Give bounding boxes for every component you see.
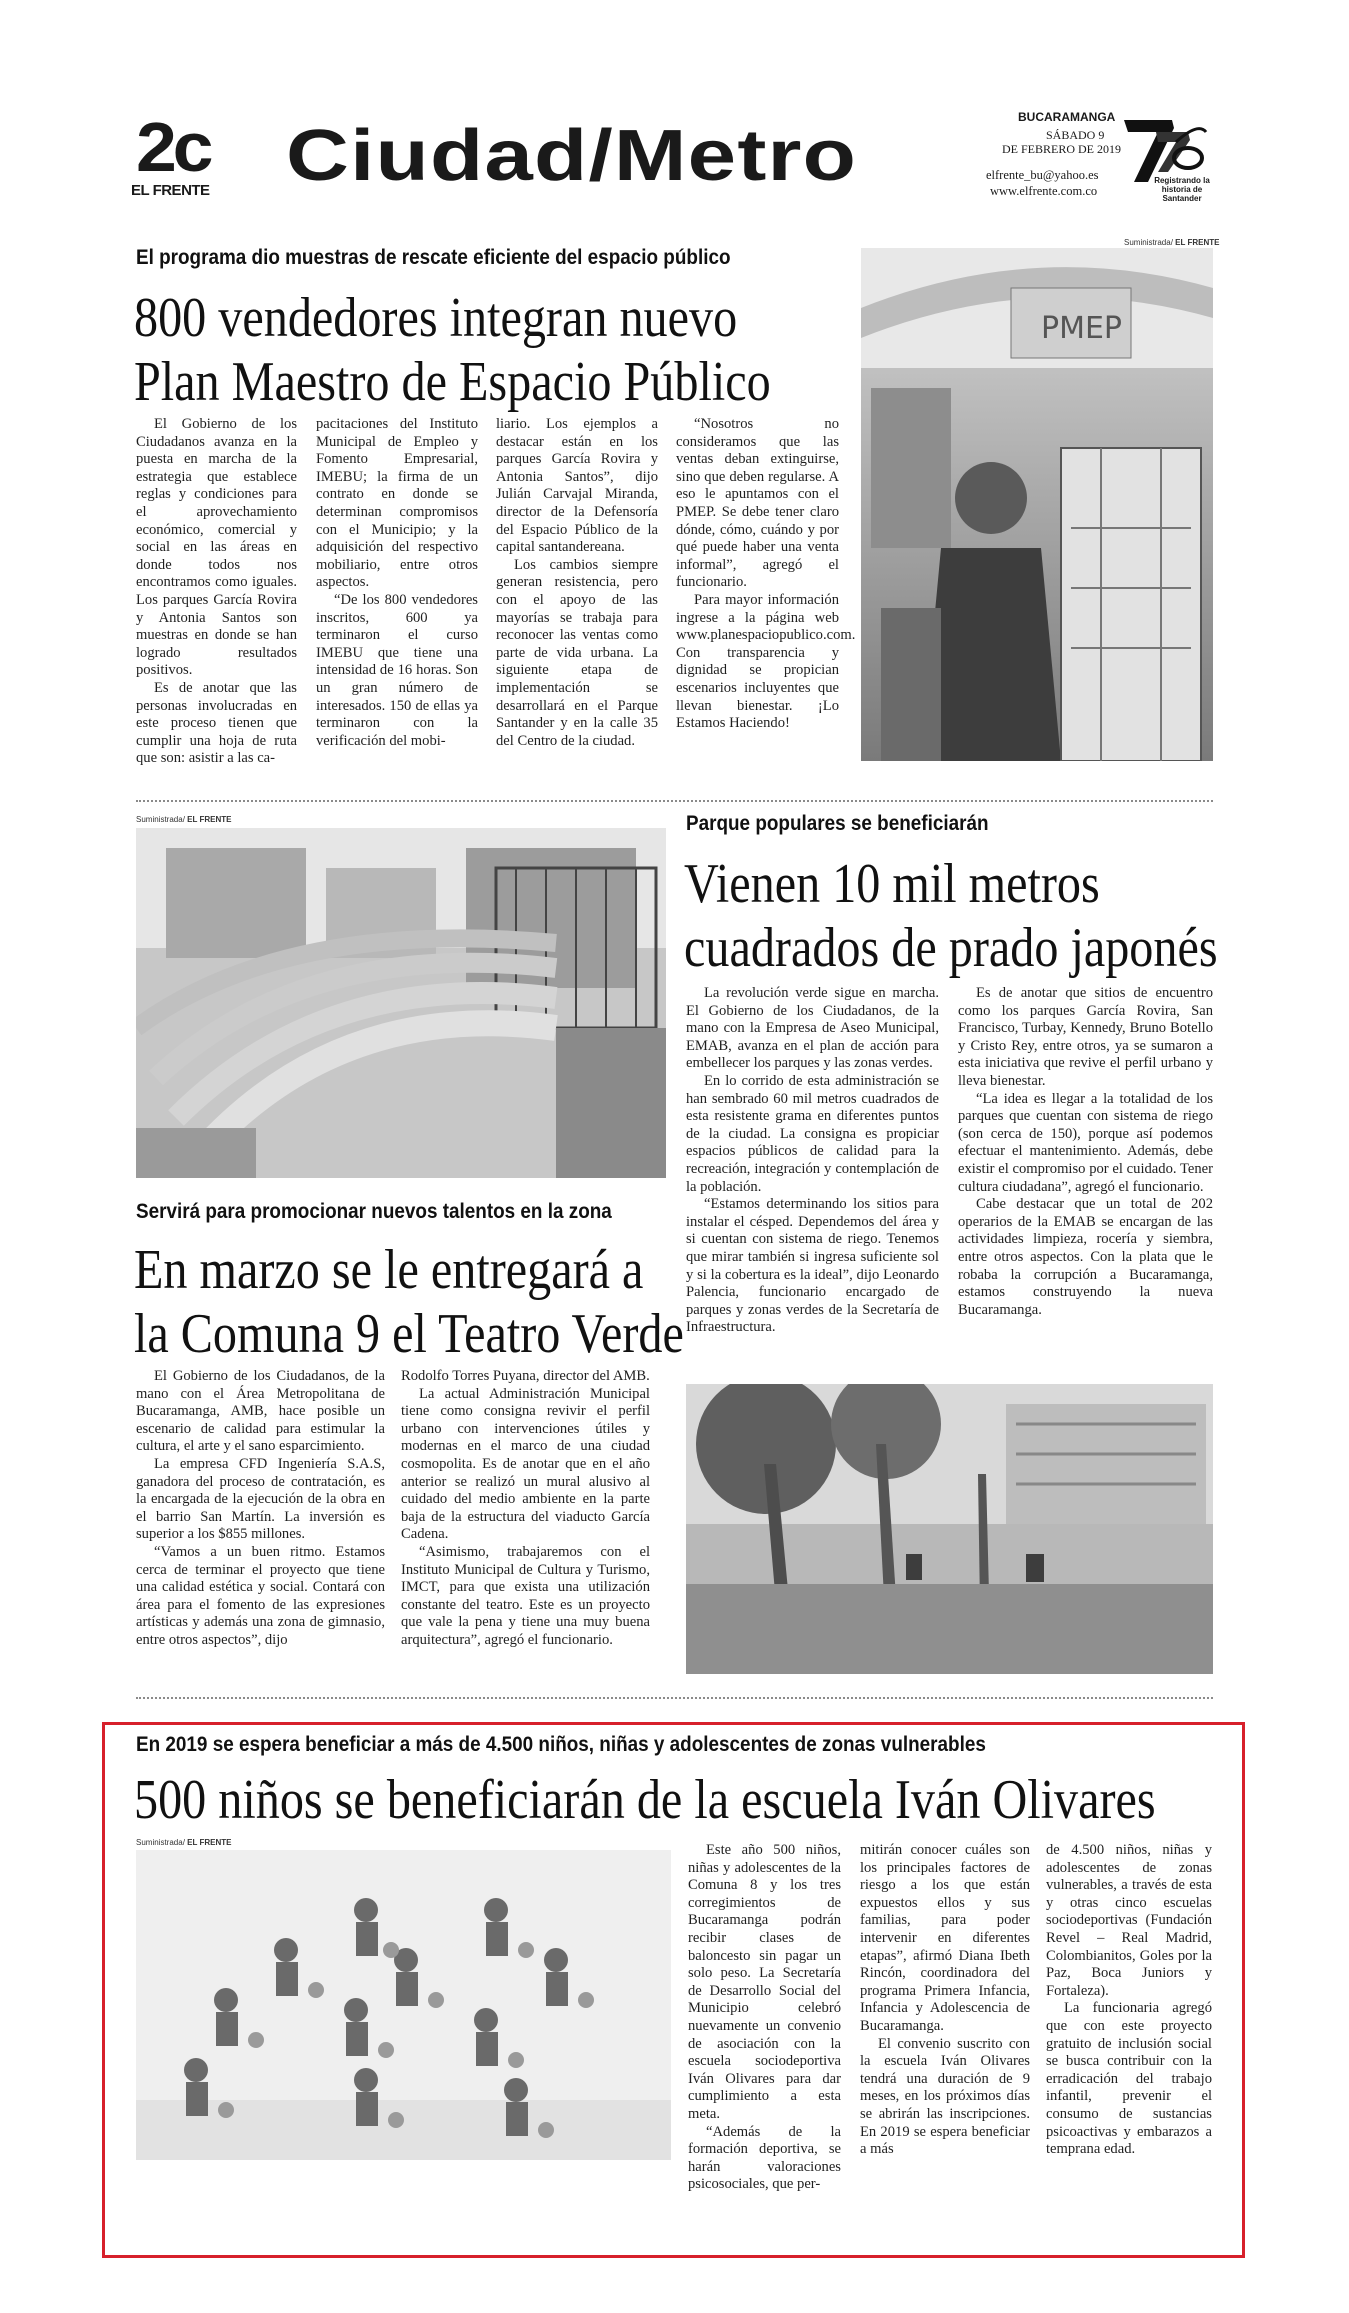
anniversary-logo [1118, 112, 1208, 202]
article2-kicker: Servirá para promocionar nuevos talentos en la zona [136, 1200, 612, 1223]
photo-sign: PMEP [1041, 311, 1123, 346]
article1-column-3 [496, 416, 658, 750]
article4-headline: 500 niños se beneficiarán de la escuela Iván Olivares [134, 1769, 1156, 1831]
website: www.elfrente.com.co [990, 184, 1098, 198]
article1-column-4 [676, 416, 856, 733]
article4-kicker: En 2019 se espera beneficiar a más de 4.500 niños, niñas y adolescentes de zonas vulnerables [136, 1733, 986, 1756]
paragraph: “De los 800 vendedores inscritos, 600 ya terminaron el curso IMEBU que tiene una intensidad de 16 horas. Son un gran número de interesados. 150 de ellas ya terminaron con la verificación del mobi- [316, 591, 478, 749]
paragraph: El Gobierno de los Ciudadanos, de la mano con el Área Metropolitana de Bucaramanga, AMB, hace posible un escenario de calidad para estimular la cultura, el arte y el sano esparcimiento. [136, 1368, 385, 1455]
paragraph: de 4.500 niños, niñas y adolescentes de zonas vulnerables, a través de esta y otras cinco escuelas sociodeportivas (Fundación Revel – Real Madrid, Colombianitos, Goles por la Paz, Boca Juniors y Fortaleza). [1046, 1842, 1212, 1999]
page-code: 2c [136, 108, 210, 186]
article2-column-2 [401, 1368, 650, 1650]
article4-column-2 [860, 1842, 1030, 2159]
paragraph: “Vamos a un buen ritmo. Estamos cerca de terminar el proyecto que tiene una calidad estética y social. Contará con área para el fomento de las expresiones artísticas y además una zona de gimnasio, entre otros aspectos”, dijo [136, 1543, 385, 1648]
anniversary-tagline: Registrando la historia de Santander [1154, 176, 1210, 203]
article1-column-1 [136, 416, 297, 768]
section-divider-2 [136, 1697, 1213, 1699]
section-title: Ciudad/Metro [286, 116, 858, 196]
article2-headline-line2: la Comuna 9 el Teatro Verde [134, 1303, 684, 1365]
article3-headline-line1: Vienen 10 mil metros [684, 853, 1100, 915]
paragraph: pacitaciones del Instituto Municipal de Empleo y Fomento Empresarial, IMEBU; la firma de un contrato en donde se determinan compromisos con el Municipio; y la adquisición del respectivo mobiliario, entre otros aspectos. [316, 416, 478, 591]
paragraph: La actual Administración Municipal tiene como consigna revivir el perfil urbano con intervenciones útiles y modernas en el marco de una ciudad cosmopolita. Es de anotar que en el año anterior se realizó un mural alusivo al cuidado del medio ambiente en la parte baja de la estructura del viaducto García Cadena. [401, 1385, 650, 1543]
article4-photo-credit: Suministrada/ EL FRENTE [136, 1838, 232, 1847]
article4-photo-children [136, 1850, 671, 2160]
paragraph: Cabe destacar que un total de 202 operarios de la EMAB se encargan de las actividades limpieza, rocería y siembra, entre otros aspectos. Con la plata que le robaba la corrupción a Bucaramanga, estamos construyendo la nueva Bucaramanga. [958, 1196, 1213, 1318]
paper-name-small: EL FRENTE [131, 182, 210, 199]
paragraph: “Asimismo, trabajaremos con el Instituto Municipal de Cultura y Turismo, IMCT, para que exista una utilización constante del teatro. Este es un proyecto que vale la pena y tiene una muy buena arquitectura”, agregó el funcionario. [401, 1543, 650, 1648]
paragraph: “Nosotros no consideramos que las ventas deban extinguirse, sino que deben regularse. A eso le apuntamos con el PMEP. Se debe tener claro dónde, cómo, cuándo y por qué puede haber una venta informal”, agregó el funcionario. [676, 416, 839, 591]
paragraph: La empresa CFD Ingeniería S.A.S, ganadora del proceso de contratación, es la encargada de la ejecución de la obra en el barrio San Martín. La inversión es superior a los $855 millones. [136, 1455, 385, 1543]
article1-column-2 [316, 416, 478, 750]
date-line2: DE FEBRERO DE 2019 [1002, 142, 1122, 156]
article3-kicker: Parque populares se beneficiarán [686, 812, 989, 835]
children-photo-icon [136, 1850, 671, 2160]
article3-photo-park [686, 1384, 1213, 1674]
article1-headline-line1: 800 vendedores integran nuevo [134, 287, 738, 349]
paragraph: El convenio suscrito con la escuela Iván Olivares tendrá una duración de 9 meses, en los próximos días se abrirán las inscripciones. En 2019 se espera beneficiar a más [860, 2035, 1030, 2158]
article4-column-1 [688, 1842, 841, 2194]
article3-column-2 [958, 985, 1213, 1319]
paragraph: Es de anotar que sitios de encuentro como los parques García Rovira, San Francisco, Turbay, Kennedy, Bruno Botello y Cristo Rey, entre otros, ya se sumaron a esta iniciativa que revive el perfil urbano y lleva bienestar. [958, 985, 1213, 1089]
paragraph: La funcionaria agregó que con este proyecto gratuito de inclusión social se busca contribuir con la erradicación del trabajo infantil, prevenir el consumo de sustancias psicoactivas y embarazos a temprana edad. [1046, 2000, 1212, 2158]
email: elfrente_bu@yahoo.es [986, 168, 1099, 182]
paragraph: Para mayor información ingrese a la página web www.planespaciopublico.com. Con transparencia y dignidad se propician escenarios incluyentes que llevan bienestar. ¡Lo Estamos Haciendo! [676, 591, 856, 732]
paragraph: Rodolfo Torres Puyana, director del AMB. [401, 1368, 650, 1384]
section-divider-1 [136, 800, 1213, 802]
theater-photo-icon [136, 828, 666, 1178]
date-line1: SÁBADO 9 [1046, 128, 1105, 142]
paragraph: Los cambios siempre generan resistencia, pero con el apoyo de las mayorías se trabaja para reconocer las ventas como parte de vida urbana. La siguiente etapa de implementación se desarrollará en el Parque Santander y en la calle 35 del Centro de la ciudad. [496, 556, 658, 749]
vendor-photo-icon [861, 248, 1213, 761]
paragraph: liario. Los ejemplos a destacar están en los parques García Rovira y Antonia Santos”, dijo Julián Carvajal Miranda, director de la Defensoría del Espacio Público de la capital santandereana. [496, 416, 658, 556]
article1-kicker: El programa dio muestras de rescate eficiente del espacio público [136, 246, 731, 269]
article1-photo-credit: Suministrada/ EL FRENTE [1124, 238, 1220, 247]
paragraph: “Además de la formación deportiva, se harán valoraciones psicosociales, que per- [688, 2123, 841, 2193]
article3-column-1 [686, 985, 939, 1337]
paragraph: Este año 500 niños, niñas y adolescentes de la Comuna 8 y los tres corregimientos de Bucaramanga podrán recibir clases de baloncesto sin pagar un solo peso. La Secretaría de Desarrollo Social del Municipio celebró nuevamente un convenio de asociación con la escuela sociodeportiva Iván Olivares para dar cumplimiento a esta meta. [688, 1842, 841, 2122]
paragraph: El Gobierno de los Ciudadanos avanza en la puesta en marcha de la estrategia que establece reglas y condiciones para el aprovechamiento económico, comercial y social en las áreas en donde todos nos encontramos como iguales. Los parques García Rovira y Antonia Santos son muestras en donde se han logrado resultados positivos. [136, 416, 297, 679]
paragraph: “Estamos determinando los sitios para instalar el césped. Dependemos del área y si cuentan con sistema de riego. Tenemos que mirar también si ingresa suficiente sol y si la cobertura es la ideal”, dijo Leonardo Palencia, funcionario encargado de parques y zonas verdes de la Secretaría de Infraestructura. [686, 1196, 939, 1336]
park-photo-icon [686, 1384, 1213, 1674]
article2-photo-theater [136, 828, 666, 1178]
city-name: BUCARAMANGA [1018, 110, 1116, 124]
masthead [0, 0, 1349, 240]
paragraph: mitirán conocer cuáles son los principales factores de riesgo a los que están expuestos ellos y sus familias, para poder intervenir en diferentes etapas”, afirmó Diana Ibeth Rincón, coordinadora del programa Primera Infancia, Infancia y Adolescencia de Bucaramanga. [860, 1842, 1030, 2034]
article3-headline-line2: cuadrados de prado japonés [684, 917, 1218, 979]
paragraph: En lo corrido de esta administración se han sembrado 60 mil metros cuadrados de esta resistente grama en diferentes puntos de la ciudad. La consigna es propiciar espacios públicos de calidad para la recreación, integración y contemplación de la población. [686, 1072, 939, 1195]
article1-photo-vendor [861, 248, 1213, 761]
article2-column-1 [136, 1368, 385, 1650]
paragraph: Es de anotar que las personas involucradas en este proceso tienen que cumplir una hoja de ruta que son: asistir a las ca- [136, 679, 297, 767]
article2-photo-credit: Suministrada/ EL FRENTE [136, 815, 232, 824]
article2-headline-line1: En marzo se le entregará a [134, 1239, 644, 1301]
paragraph: “La idea es llegar a la totalidad de los parques que cuentan con sistema de riego (son cerca de 150), porque así podemos efectuar el mantenimiento. Además, debe existir el compromiso por el cuidado. Tener cultura ciudadana”, agregó el funcionario. [958, 1090, 1213, 1195]
article4-column-3 [1046, 1842, 1212, 2159]
paragraph: La revolución verde sigue en marcha. El Gobierno de los Ciudadanos, de la mano con la Empresa de Aseo Municipal, EMAB, avanza en el plan de acción para embellecer los parques y las zonas verdes. [686, 985, 939, 1072]
article1-headline-line2: Plan Maestro de Espacio Público [134, 351, 771, 413]
